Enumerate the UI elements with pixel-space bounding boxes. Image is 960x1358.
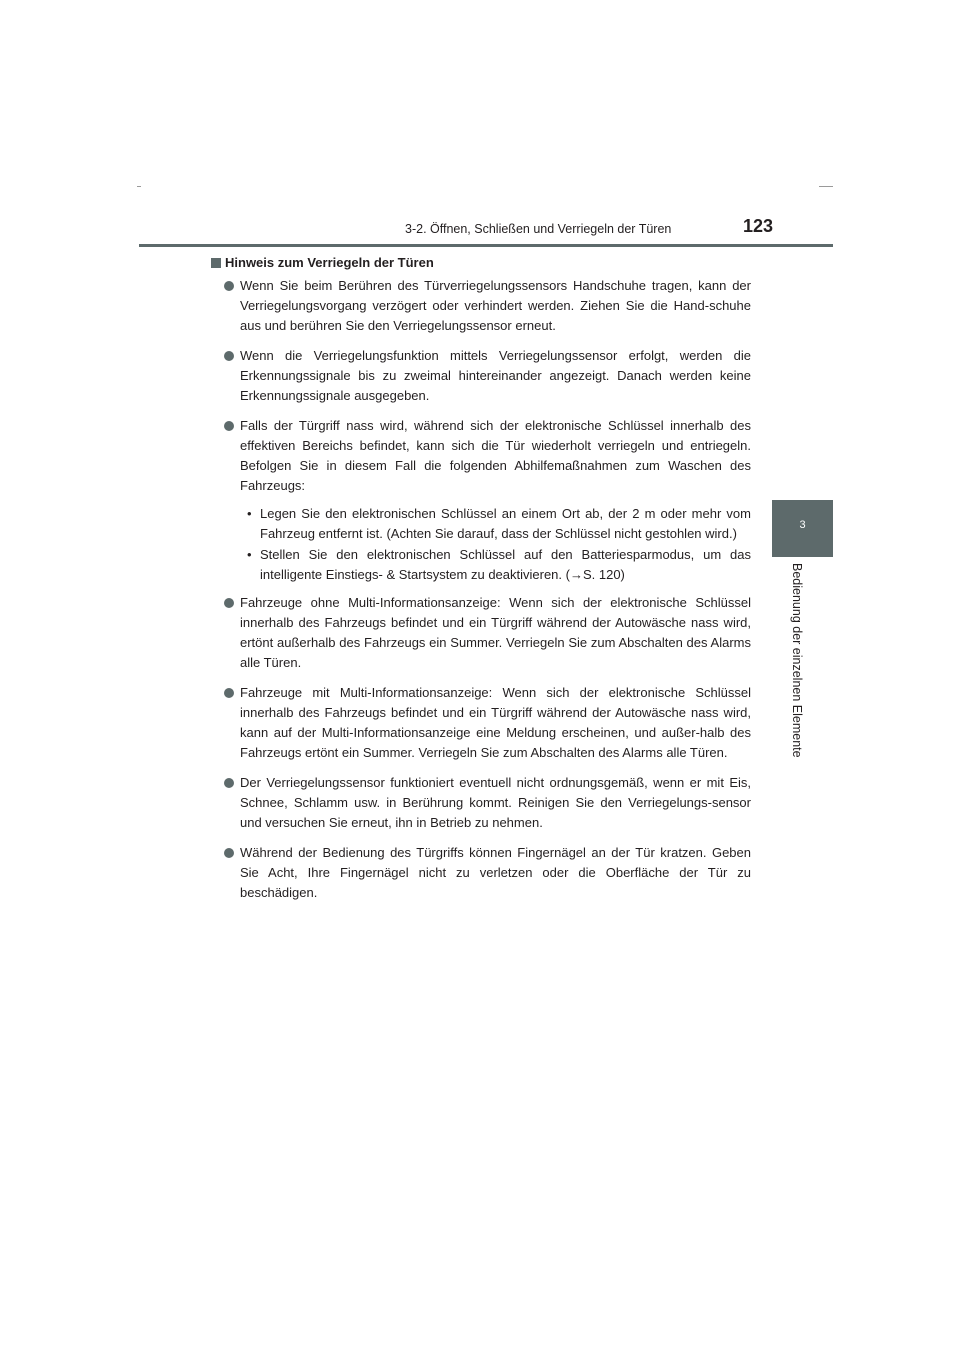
sub-bullet-marker: • <box>247 547 252 562</box>
list-item-text: Der Verriegelungssensor funktioniert eventuell nicht ordnungsgemäß, wenn er mit Eis, Schnee, Schlamm usw. in Berührung kommt. Reinigen Sie den Verriegelungs-sensor und versuchen Sie erneut, ihn in Betrieb zu nehmen. <box>240 775 751 830</box>
list-item <box>211 843 751 903</box>
bullet-dot-icon <box>224 281 234 291</box>
main-content <box>211 253 751 913</box>
crop-mark-left <box>137 186 141 187</box>
list-item <box>211 416 751 496</box>
bullet-dot-icon <box>224 848 234 858</box>
sub-list-item <box>211 504 751 544</box>
header-title: 3-2. Öffnen, Schließen und Verriegeln der Türen <box>405 222 672 236</box>
list-item <box>211 773 751 833</box>
sub-list <box>211 504 751 585</box>
list-item <box>211 346 751 406</box>
list-item-text: Fahrzeuge ohne Multi-Informationsanzeige: Wenn sich der elektronische Schlüssel innerhalb des Fahrzeugs befindet und ein Türgriff während der Autowäsche nass wird, ertönt außerhalb des Fahrzeugs ein Summer. Verriegeln Sie zum Abschalten des Alarms alle Türen. <box>240 595 751 670</box>
section-heading <box>211 253 751 273</box>
list-item <box>211 683 751 763</box>
section-heading-text: Hinweis zum Verriegeln der Türen <box>225 255 434 270</box>
bullet-dot-icon <box>224 421 234 431</box>
bullet-dot-icon <box>224 778 234 788</box>
list-item-text: Falls der Türgriff nass wird, während sich der elektronische Schlüssel innerhalb des effektiven Bereichs befindet, kann sich die Tür wiederholt verriegeln und entriegeln. Befolgen Sie in diesem Fall die folgenden Abhilfemaßnahmen zum Waschen des Fahrzeugs: <box>240 418 751 493</box>
square-bullet-icon <box>211 258 221 268</box>
crop-mark-right <box>819 186 833 187</box>
list-item <box>211 593 751 673</box>
sub-list-item-text: Stellen Sie den elektronischen Schlüssel auf den Batteriesparmodus, um das intelligente Einstiegs- & Startsystem zu deaktivieren. (→S. 120) <box>260 547 751 582</box>
list-item-text: Wenn Sie beim Berühren des Türverriegelungssensors Handschuhe tragen, kann der Verriegelungsvorgang verzögert oder verhindert werden. Ziehen Sie die Hand-schuhe aus und berühren Sie den Verriegelungssensor erneut. <box>240 278 751 333</box>
page-number: 123 <box>743 216 774 236</box>
list-item <box>211 276 751 336</box>
sub-list-item <box>211 545 751 585</box>
page-header <box>139 216 833 246</box>
bullet-dot-icon <box>224 598 234 608</box>
sub-list-item-text: Legen Sie den elektronischen Schlüssel an einem Ort ab, der 2 m oder mehr vom Fahrzeug entfernt ist. (Achten Sie darauf, dass der Schlüssel nicht gestohlen wird.) <box>260 506 751 541</box>
bullet-dot-icon <box>224 688 234 698</box>
chapter-label: Bedienung der einzelnen Elemente <box>790 563 804 758</box>
chapter-number: 3 <box>799 519 806 531</box>
chapter-tab <box>772 500 833 557</box>
list-item-text: Während der Bedienung des Türgriffs können Fingernägel an der Tür kratzen. Geben Sie Acht, Ihre Fingernägel nicht zu verletzen oder die Oberfläche der Tür zu beschädigen. <box>240 845 751 900</box>
list-item-text: Wenn die Verriegelungsfunktion mittels Verriegelungssensor erfolgt, werden die Erkennungssignale bis zu zweimal hintereinander angezeigt. Danach werden keine Erkennungssignale ausgegeben. <box>240 348 751 403</box>
header-divider <box>139 244 833 247</box>
sub-bullet-marker: • <box>247 506 252 521</box>
list-item-text: Fahrzeuge mit Multi-Informationsanzeige: Wenn sich der elektronische Schlüssel innerhalb des Fahrzeugs befindet und ein Türgriff während der Autowäsche nass wird, kann auf der Multi-Informationsanzeige eine Meldung erscheinen, und außer-halb des Fahrzeugs ertönt ein Summer. Verriegeln Sie zum Abschalten des Alarms alle Türen. <box>240 685 751 760</box>
bullet-dot-icon <box>224 351 234 361</box>
